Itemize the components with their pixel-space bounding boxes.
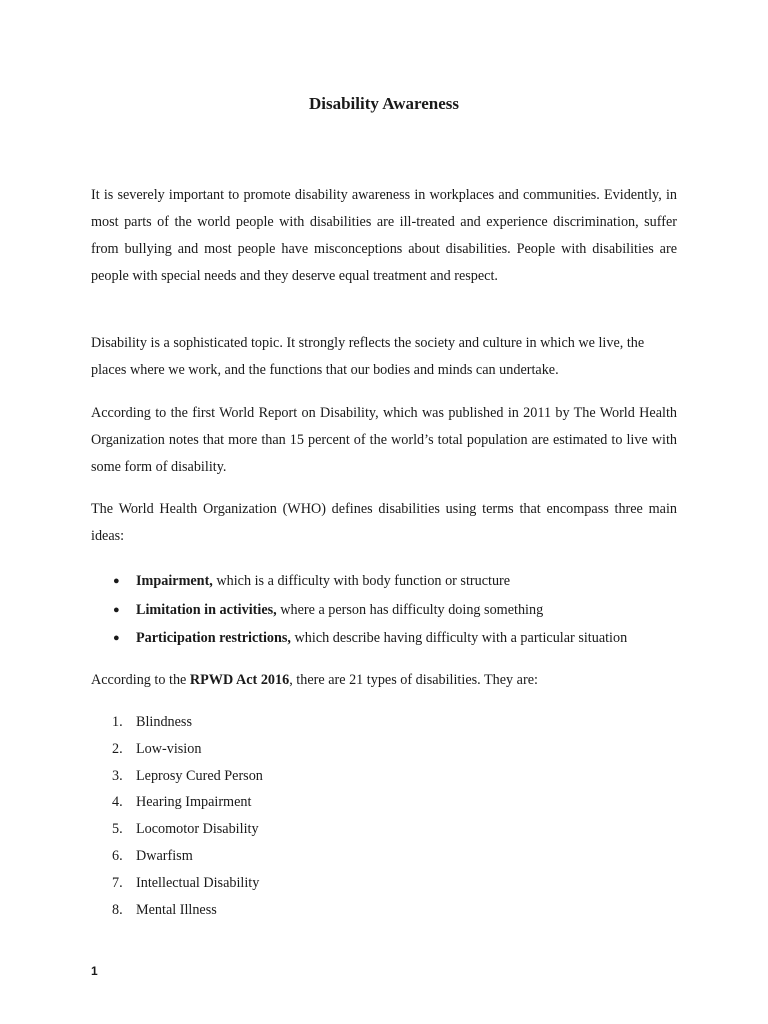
rpwd-act-name: RPWD Act 2016	[189, 672, 290, 688]
bullet-text: which describe having difficulty with a particular situation	[290, 630, 628, 646]
list-item	[91, 736, 591, 763]
list-item	[91, 763, 591, 790]
list-item-label: Locomotor Disability	[136, 821, 259, 838]
bullet-term: Limitation in activities,	[136, 601, 277, 618]
bullet-icon: ●	[113, 575, 120, 587]
list-number: 6.	[112, 847, 123, 864]
bullet-term: Participation restrictions,	[136, 630, 291, 646]
paragraph-awareness-importance: It is severely important to promote disability awareness in workplaces and communities. Evidently, in most parts of the world people with disabilities are ill-treated and experience discrimination, suffer from bullying and most people have misconceptions about disabilities. People with disabilities are people with special needs and they deserve equal treatment and respect.	[91, 187, 677, 284]
list-item	[91, 567, 691, 596]
bullet-term: Impairment,	[136, 573, 213, 589]
list-item-label: Intellectual Disability	[136, 874, 260, 891]
bullet-text: which is a difficulty with body function or structure	[212, 573, 511, 589]
list-number: 5.	[112, 821, 123, 838]
list-item	[91, 897, 591, 924]
paragraph-world-report: According to the first World Report on Disability, which was published in 2011 by The World Health Organization notes that more than 15 percent of the world’s total population are estimated to live with some form of disability.	[91, 405, 677, 475]
bullet-icon: ●	[113, 632, 120, 644]
list-item-label: Leprosy Cured Person	[136, 767, 263, 784]
list-item	[91, 870, 591, 897]
list-number: 3.	[112, 767, 123, 784]
list-number: 1.	[112, 714, 123, 730]
list-number: 8.	[112, 901, 123, 918]
page-number: 1	[91, 964, 98, 978]
list-item-label: Hearing Impairment	[136, 794, 252, 811]
paragraph-who-definition: The World Health Organization (WHO) defines disabilities using terms that encompass three main ideas:	[91, 501, 677, 544]
list-item	[91, 816, 591, 843]
bullet-icon: ●	[113, 603, 120, 616]
list-number: 7.	[112, 874, 123, 891]
list-item	[91, 596, 691, 625]
paragraph-disability-topic: Disability is a sophisticated topic. It strongly reflects the society and culture in which we live, the places where we work, and the functions that our bodies and minds can undertake.	[91, 335, 645, 378]
paragraph-rpwd-act	[91, 667, 677, 694]
rpwd-text-after: , there are 21 types of disabilities. They are:	[289, 672, 538, 688]
disability-types-list	[91, 709, 591, 923]
list-item	[91, 843, 591, 870]
list-item-label: Dwarfism	[136, 847, 193, 864]
list-number: 4.	[112, 794, 123, 811]
list-number: 2.	[112, 740, 123, 757]
bullet-text: where a person has difficulty doing something	[276, 601, 544, 618]
list-item-label: Low-vision	[136, 740, 202, 757]
document-title: Disability Awareness	[308, 94, 460, 113]
list-item	[91, 709, 591, 736]
list-item-label: Blindness	[136, 714, 192, 730]
list-item	[91, 624, 691, 653]
who-ideas-list	[91, 567, 691, 653]
list-item	[91, 789, 591, 816]
rpwd-text-before: According to the	[91, 672, 190, 688]
list-item-label: Mental Illness	[136, 901, 217, 918]
